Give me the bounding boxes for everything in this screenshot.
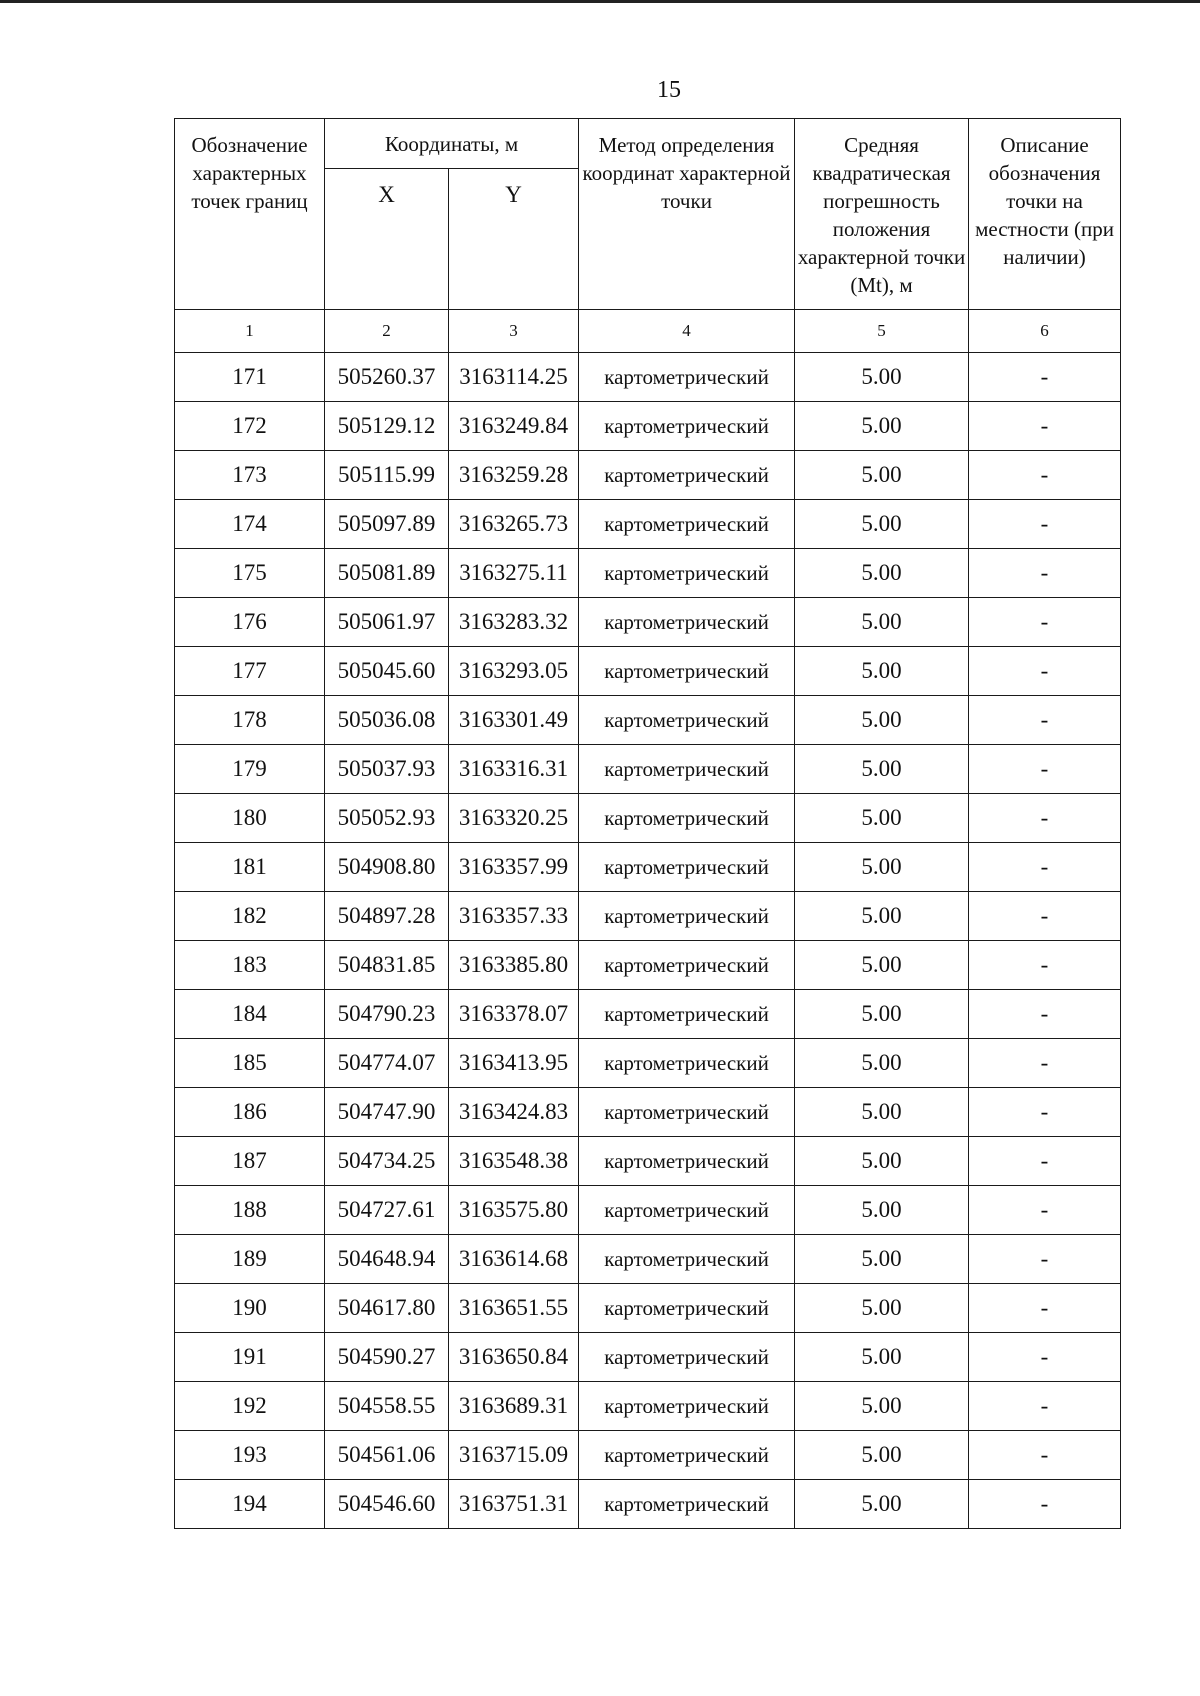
cell-coordinate-y: 3163293.05 — [449, 647, 579, 696]
cell-coordinate-x: 504831.85 — [325, 941, 449, 990]
cell-point-number: 193 — [175, 1431, 325, 1480]
table-row — [175, 549, 1121, 598]
table-row — [175, 353, 1121, 402]
cell-coordinate-x: 505260.37 — [325, 353, 449, 402]
cell-point-number: 182 — [175, 892, 325, 941]
cell-point-number: 191 — [175, 1333, 325, 1382]
cell-error: 5.00 — [795, 990, 969, 1039]
column-number: 2 — [325, 310, 449, 353]
cell-error: 5.00 — [795, 745, 969, 794]
table-row — [175, 451, 1121, 500]
cell-coordinate-x: 505061.97 — [325, 598, 449, 647]
cell-method: картометрический — [579, 1284, 795, 1333]
cell-error: 5.00 — [795, 1088, 969, 1137]
cell-point-number: 190 — [175, 1284, 325, 1333]
cell-point-number: 189 — [175, 1235, 325, 1284]
cell-error: 5.00 — [795, 696, 969, 745]
cell-description: - — [969, 1137, 1121, 1186]
cell-error: 5.00 — [795, 549, 969, 598]
cell-method: картометрический — [579, 696, 795, 745]
cell-coordinate-y: 3163114.25 — [449, 353, 579, 402]
cell-error: 5.00 — [795, 353, 969, 402]
cell-coordinate-y: 3163689.31 — [449, 1382, 579, 1431]
cell-coordinate-x: 504774.07 — [325, 1039, 449, 1088]
cell-point-number: 192 — [175, 1382, 325, 1431]
cell-error: 5.00 — [795, 941, 969, 990]
column-number: 3 — [449, 310, 579, 353]
cell-coordinate-y: 3163385.80 — [449, 941, 579, 990]
cell-coordinate-y: 3163614.68 — [449, 1235, 579, 1284]
cell-description: - — [969, 647, 1121, 696]
cell-coordinate-x: 504590.27 — [325, 1333, 449, 1382]
cell-coordinate-x: 504747.90 — [325, 1088, 449, 1137]
table-row — [175, 1333, 1121, 1382]
cell-method: картометрический — [579, 451, 795, 500]
cell-point-number: 173 — [175, 451, 325, 500]
cell-method: картометрический — [579, 794, 795, 843]
cell-description: - — [969, 696, 1121, 745]
column-number: 4 — [579, 310, 795, 353]
cell-method: картометрический — [579, 549, 795, 598]
cell-description: - — [969, 892, 1121, 941]
cell-method: картометрический — [579, 990, 795, 1039]
cell-method: картометрический — [579, 1039, 795, 1088]
table-row — [175, 402, 1121, 451]
table-row — [175, 1039, 1121, 1088]
cell-coordinate-y: 3163378.07 — [449, 990, 579, 1039]
cell-point-number: 181 — [175, 843, 325, 892]
cell-coordinate-y: 3163301.49 — [449, 696, 579, 745]
cell-coordinate-x: 505052.93 — [325, 794, 449, 843]
cell-method: картометрический — [579, 1088, 795, 1137]
cell-description: - — [969, 1186, 1121, 1235]
table-row — [175, 696, 1121, 745]
table-row — [175, 500, 1121, 549]
cell-point-number: 179 — [175, 745, 325, 794]
cell-coordinate-x: 504727.61 — [325, 1186, 449, 1235]
cell-description: - — [969, 500, 1121, 549]
cell-coordinate-x: 505036.08 — [325, 696, 449, 745]
table-row — [175, 1137, 1121, 1186]
table-row — [175, 941, 1121, 990]
cell-coordinate-y: 3163316.31 — [449, 745, 579, 794]
cell-point-number: 178 — [175, 696, 325, 745]
cell-coordinate-x: 504908.80 — [325, 843, 449, 892]
cell-error: 5.00 — [795, 598, 969, 647]
cell-coordinate-x: 504546.60 — [325, 1480, 449, 1529]
cell-coordinate-y: 3163575.80 — [449, 1186, 579, 1235]
cell-error: 5.00 — [795, 1039, 969, 1088]
cell-error: 5.00 — [795, 1480, 969, 1529]
cell-point-number: 184 — [175, 990, 325, 1039]
cell-coordinate-x: 504734.25 — [325, 1137, 449, 1186]
cell-coordinate-y: 3163548.38 — [449, 1137, 579, 1186]
table-row — [175, 745, 1121, 794]
cell-error: 5.00 — [795, 1284, 969, 1333]
cell-error: 5.00 — [795, 843, 969, 892]
cell-point-number: 172 — [175, 402, 325, 451]
table-row — [175, 1284, 1121, 1333]
cell-coordinate-x: 504648.94 — [325, 1235, 449, 1284]
cell-error: 5.00 — [795, 1333, 969, 1382]
page-number: 15 — [657, 77, 681, 103]
cell-point-number: 176 — [175, 598, 325, 647]
cell-coordinate-x: 504558.55 — [325, 1382, 449, 1431]
cell-error: 5.00 — [795, 1186, 969, 1235]
column-number: 1 — [175, 310, 325, 353]
cell-description: - — [969, 1284, 1121, 1333]
table-row — [175, 1480, 1121, 1529]
top-rule — [0, 0, 1200, 3]
cell-coordinate-y: 3163413.95 — [449, 1039, 579, 1088]
cell-method: картометрический — [579, 353, 795, 402]
cell-point-number: 183 — [175, 941, 325, 990]
table-row — [175, 990, 1121, 1039]
cell-description: - — [969, 1480, 1121, 1529]
cell-method: картометрический — [579, 1431, 795, 1480]
table-row — [175, 1088, 1121, 1137]
table-row — [175, 1382, 1121, 1431]
table-row — [175, 1186, 1121, 1235]
cell-error: 5.00 — [795, 1382, 969, 1431]
cell-coordinate-x: 504897.28 — [325, 892, 449, 941]
table-row — [175, 794, 1121, 843]
cell-coordinate-y: 3163357.33 — [449, 892, 579, 941]
cell-error: 5.00 — [795, 451, 969, 500]
cell-description: - — [969, 843, 1121, 892]
cell-error: 5.00 — [795, 892, 969, 941]
cell-coordinate-x: 505129.12 — [325, 402, 449, 451]
cell-coordinate-y: 3163751.31 — [449, 1480, 579, 1529]
cell-coordinate-x: 504790.23 — [325, 990, 449, 1039]
cell-coordinate-x: 505115.99 — [325, 451, 449, 500]
cell-method: картометрический — [579, 1480, 795, 1529]
cell-method: картометрический — [579, 745, 795, 794]
coordinates-table — [174, 118, 1121, 1529]
header-point: Обозначение характерных точек границ — [175, 119, 325, 310]
table-body — [175, 353, 1121, 1529]
cell-description: - — [969, 745, 1121, 794]
cell-error: 5.00 — [795, 1431, 969, 1480]
header-description: Описание обозначения точки на местности (при наличии) — [969, 119, 1121, 310]
cell-coordinate-y: 3163249.84 — [449, 402, 579, 451]
cell-coordinate-x: 504561.06 — [325, 1431, 449, 1480]
cell-method: картометрический — [579, 1382, 795, 1431]
header-coordinates: Координаты, м — [325, 119, 579, 169]
cell-method: картометрический — [579, 1137, 795, 1186]
table-row — [175, 1431, 1121, 1480]
cell-coordinate-y: 3163715.09 — [449, 1431, 579, 1480]
cell-coordinate-x: 505045.60 — [325, 647, 449, 696]
cell-description: - — [969, 941, 1121, 990]
header-error: Средняя квадратическая погрешность положения характерной точки (Mt), м — [795, 119, 969, 310]
cell-method: картометрический — [579, 892, 795, 941]
cell-description: - — [969, 402, 1121, 451]
cell-method: картометрический — [579, 402, 795, 451]
cell-point-number: 186 — [175, 1088, 325, 1137]
cell-coordinate-y: 3163265.73 — [449, 500, 579, 549]
table-row — [175, 843, 1121, 892]
cell-point-number: 174 — [175, 500, 325, 549]
cell-method: картометрический — [579, 500, 795, 549]
table-row — [175, 892, 1121, 941]
header-x: X — [325, 169, 449, 310]
cell-method: картометрический — [579, 1235, 795, 1284]
cell-coordinate-x: 505097.89 — [325, 500, 449, 549]
cell-coordinate-y: 3163283.32 — [449, 598, 579, 647]
cell-method: картометрический — [579, 598, 795, 647]
cell-point-number: 194 — [175, 1480, 325, 1529]
cell-coordinate-y: 3163650.84 — [449, 1333, 579, 1382]
cell-method: картометрический — [579, 1333, 795, 1382]
header-y: Y — [449, 169, 579, 310]
cell-description: - — [969, 451, 1121, 500]
cell-description: - — [969, 1333, 1121, 1382]
cell-method: картометрический — [579, 941, 795, 990]
header-method: Метод определения координат характерной точки — [579, 119, 795, 310]
cell-description: - — [969, 1039, 1121, 1088]
cell-point-number: 177 — [175, 647, 325, 696]
table-row — [175, 598, 1121, 647]
cell-description: - — [969, 1088, 1121, 1137]
cell-description: - — [969, 1431, 1121, 1480]
cell-description: - — [969, 598, 1121, 647]
cell-coordinate-x: 504617.80 — [325, 1284, 449, 1333]
cell-description: - — [969, 549, 1121, 598]
cell-error: 5.00 — [795, 1235, 969, 1284]
cell-point-number: 185 — [175, 1039, 325, 1088]
table-row — [175, 1235, 1121, 1284]
cell-coordinate-y: 3163275.11 — [449, 549, 579, 598]
cell-point-number: 171 — [175, 353, 325, 402]
cell-error: 5.00 — [795, 1137, 969, 1186]
column-number: 5 — [795, 310, 969, 353]
cell-method: картометрический — [579, 843, 795, 892]
cell-description: - — [969, 353, 1121, 402]
cell-description: - — [969, 1382, 1121, 1431]
cell-coordinate-y: 3163357.99 — [449, 843, 579, 892]
cell-coordinate-y: 3163424.83 — [449, 1088, 579, 1137]
cell-description: - — [969, 794, 1121, 843]
cell-error: 5.00 — [795, 647, 969, 696]
cell-coordinate-x: 505081.89 — [325, 549, 449, 598]
cell-error: 5.00 — [795, 794, 969, 843]
column-number: 6 — [969, 310, 1121, 353]
cell-coordinate-y: 3163259.28 — [449, 451, 579, 500]
cell-error: 5.00 — [795, 402, 969, 451]
cell-coordinate-y: 3163651.55 — [449, 1284, 579, 1333]
cell-point-number: 188 — [175, 1186, 325, 1235]
cell-method: картометрический — [579, 647, 795, 696]
cell-error: 5.00 — [795, 500, 969, 549]
table-row — [175, 647, 1121, 696]
cell-coordinate-y: 3163320.25 — [449, 794, 579, 843]
cell-point-number: 175 — [175, 549, 325, 598]
cell-point-number: 187 — [175, 1137, 325, 1186]
column-number-row — [175, 310, 1121, 353]
cell-description: - — [969, 990, 1121, 1039]
cell-coordinate-x: 505037.93 — [325, 745, 449, 794]
cell-point-number: 180 — [175, 794, 325, 843]
cell-description: - — [969, 1235, 1121, 1284]
cell-method: картометрический — [579, 1186, 795, 1235]
